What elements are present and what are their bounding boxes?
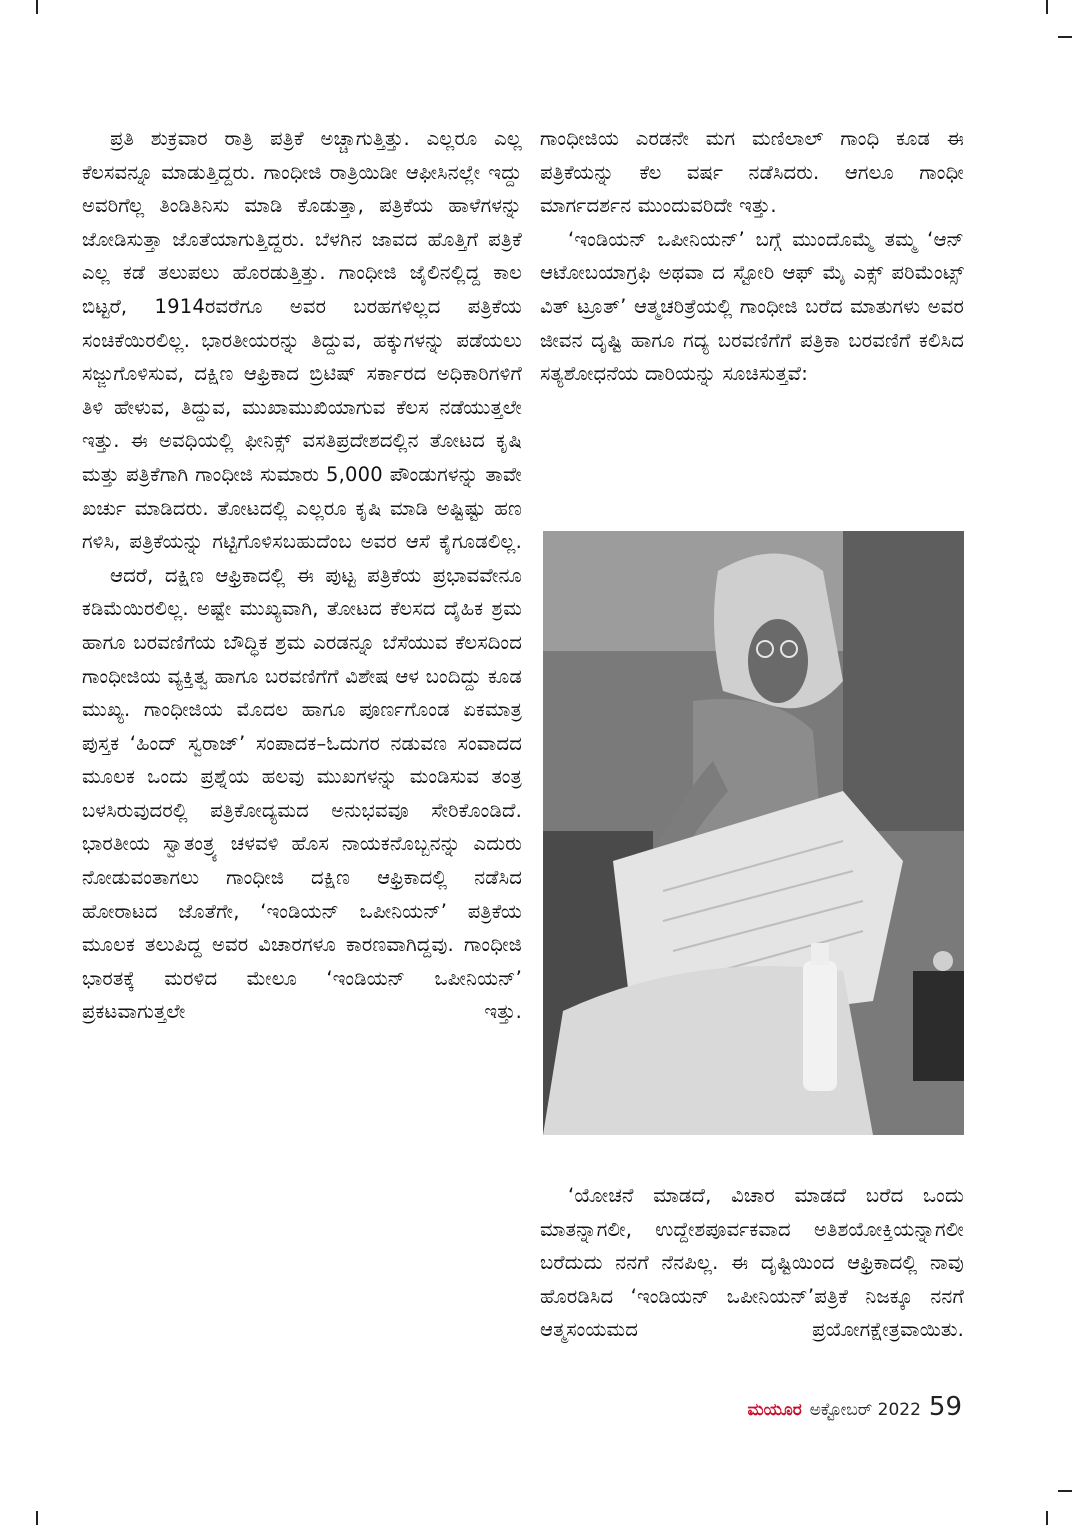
gandhi-reading-newspaper-photo <box>543 531 964 1135</box>
crop-mark-top-left <box>36 0 38 14</box>
crop-mark-right-lower <box>1058 1490 1072 1492</box>
page-number: 59 <box>928 1392 962 1422</box>
quote-block <box>540 1179 964 1347</box>
magazine-logo: ಮಯೂರ <box>747 1400 802 1420</box>
article-right-column <box>540 122 964 391</box>
crop-mark-right-upper <box>1058 36 1072 38</box>
article-paragraph: ಗಾಂಧೀಜಿಯ ಎರಡನೇ ಮಗ ಮಣಿಲಾಲ್ ಗಾಂಧಿ ಕೂಡ ಈ ಪತ್ರಿಕೆಯನ್ನು ಕೆಲ ವರ್ಷ ನಡೆಸಿದರು. ಆಗಲೂ ಗಾಂಧೀ ಮಾರ್ಗದರ್ಶನ ಮುಂದುವರಿದೇ ಇತ್ತು. <box>540 127 964 218</box>
photo-illustration <box>543 531 964 1135</box>
gandhi-quote: ‘ಯೋಚನೆ ಮಾಡದೆ, ವಿಚಾರ ಮಾಡದೆ ಬರೆದ ಒಂದು ಮಾತನ್ನಾಗಲೀ, ಉದ್ದೇಶಪೂರ್ವಕವಾದ ಅತಿಶಯೋಕ್ತಿಯನ್ನಾಗಲೀ ಬರೆದುದು ನನಗೆ ನೆನಪಿಲ್ಲ. ಈ ದೃಷ್ಟಿಯಿಂದ ಆಫ್ರಿಕಾದಲ್ಲಿ ನಾವು ಹೊರಡಿಸಿದ ‘ಇಂಡಿಯನ್ ಒಪೀನಿಯನ್’ಪತ್ರಿಕೆ ನಿಜಕ್ಕೂ ನನಗೆ ಆತ್ಮಸಂಯಮದ ಪ್ರಯೋಗಕ್ಷೇತ್ರವಾಯಿತು. <box>540 1184 964 1342</box>
article-left-column <box>82 122 522 1029</box>
article-paragraph: ಆದರೆ, ದಕ್ಷಿಣ ಆಫ್ರಿಕಾದಲ್ಲಿ ಈ ಪುಟ್ಟ ಪತ್ರಿಕೆಯ ಪ್ರಭಾವವೇನೂ ಕಡಿಮೆಯಿರಲಿಲ್ಲ. ಅಷ್ಟೇ ಮುಖ್ಯವಾಗಿ, ತೋಟದ ಕೆಲಸದ ದೈಹಿಕ ಶ್ರಮ ಹಾಗೂ ಬರವಣಿಗೆಯ ಬೌದ್ಧಿಕ ಶ್ರಮ ಎರಡನ್ನೂ ಬೆಸೆಯುವ ಕೆಲಸದಿಂದ ಗಾಂಧೀಜಿಯ ವ್ಯಕ್ತಿತ್ವ ಹಾಗೂ ಬರವಣಿಗೆಗೆ ವಿಶೇಷ ಆಳ ಬಂದಿದ್ದು ಕೂಡ ಮುಖ್ಯ. ಗಾಂಧೀಜಿಯ ಮೊದಲ ಹಾಗೂ ಪೂರ್ಣಗೊಂಡ ಏಕಮಾತ್ರ ಪುಸ್ತಕ ‘ಹಿಂದ್ ಸ್ವರಾಜ್’ ಸಂಪಾದಕ–ಓದುಗರ ನಡುವಣ ಸಂವಾದದ ಮೂಲಕ ಒಂದು ಪ್ರಶ್ನೆಯ ಹಲವು ಮುಖಗಳನ್ನು ಮಂಡಿಸುವ ತಂತ್ರ ಬಳಸಿರುವುದರಲ್ಲಿ ಪತ್ರಿಕೋದ್ಯಮದ ಅನುಭವವೂ ಸೇರಿಕೊಂಡಿದೆ. ಭಾರತೀಯ ಸ್ವಾತಂತ್ರ್ಯ ಚಳವಳಿ ಹೊಸ ನಾಯಕನೊಬ್ಬನನ್ನು ಎದುರು ನೋಡುವಂತಾಗಲು ಗಾಂಧೀಜಿ ದಕ್ಷಿಣ ಆಫ್ರಿಕಾದಲ್ಲಿ ನಡೆಸಿದ ಹೋರಾಟದ ಜೊತೆಗೇ, ‘ಇಂಡಿಯನ್ ಒಪೀನಿಯನ್’ ಪತ್ರಿಕೆಯ ಮೂಲಕ ತಲುಪಿದ್ದ ಅವರ ವಿಚಾರಗಳೂ ಕಾರಣವಾಗಿದ್ದವು. ಗಾಂಧೀಜಿ ಭಾರತಕ್ಕೆ ಮರಳಿದ ಮೇಲೂ ‘ಇಂಡಿಯನ್ ಒಪೀನಿಯನ್’ ಪ್ರಕಟವಾಗುತ್ತಲೇ ಇತ್ತು. <box>82 563 522 1024</box>
article-paragraph: ಪ್ರತಿ ಶುಕ್ರವಾರ ರಾತ್ರಿ ಪತ್ರಿಕೆ ಅಚ್ಚಾಗುತ್ತಿತ್ತು. ಎಲ್ಲರೂ ಎಲ್ಲ ಕೆಲಸವನ್ನೂ ಮಾಡುತ್ತಿದ್ದರು. ಗಾಂಧೀಜಿ ರಾತ್ರಿಯಿಡೀ ಆಫೀಸಿನಲ್ಲೇ ಇದ್ದು ಅವರಿಗೆಲ್ಲ ತಿಂಡಿತಿನಿಸು ಮಾಡಿ ಕೊಡುತ್ತಾ, ಪತ್ರಿಕೆಯ ಹಾಳೆಗಳನ್ನು ಜೋಡಿಸುತ್ತಾ ಜೊತೆಯಾಗುತ್ತಿದ್ದರು. ಬೆಳಗಿನ ಜಾವದ ಹೊತ್ತಿಗೆ ಪತ್ರಿಕೆ ಎಲ್ಲ ಕಡೆ ತಲುಪಲು ಹೊರಡುತ್ತಿತ್ತು. ಗಾಂಧೀಜಿ ಜೈಲಿನಲ್ಲಿದ್ದ ಕಾಲ ಬಿಟ್ಟರೆ, 1914ರವರೆಗೂ ಅವರ ಬರಹಗಳಿಲ್ಲದ ಪತ್ರಿಕೆಯ ಸಂಚಿಕೆಯಿರಲಿಲ್ಲ. ಭಾರತೀಯರನ್ನು ತಿದ್ದುವ, ಹಕ್ಕುಗಳನ್ನು ಪಡೆಯಲು ಸಜ್ಜುಗೊಳಿಸುವ, ದಕ್ಷಿಣ ಆಫ್ರಿಕಾದ ಬ್ರಿಟಿಷ್ ಸರ್ಕಾರದ ಅಧಿಕಾರಿಗಳಿಗೆ ತಿಳಿ ಹೇಳುವ, ತಿದ್ದುವ, ಮುಖಾಮುಖಿಯಾಗುವ ಕೆಲಸ ನಡೆಯುತ್ತಲೇ ಇತ್ತು. ಈ ಅವಧಿಯಲ್ಲಿ ಫೀನಿಕ್ಸ್ ವಸತಿಪ್ರದೇಶದಲ್ಲಿನ ತೋಟದ ಕೃಷಿ ಮತ್ತು ಪತ್ರಿಕೆಗಾಗಿ ಗಾಂಧೀಜಿ ಸುಮಾರು 5,000 ಪೌಂಡುಗಳನ್ನು ತಾವೇ ಖರ್ಚು ಮಾಡಿದರು. ತೋಟದಲ್ಲಿ ಎಲ್ಲರೂ ಕೃಷಿ ಮಾಡಿ ಅಷ್ಟಿಷ್ಟು ಹಣ ಗಳಿಸಿ, ಪತ್ರಿಕೆಯನ್ನು ಗಟ್ಟಿಗೊಳಿಸಬಹುದೆಂಬ ಅವರ ಆಸೆ ಕೈಗೂಡಲಿಲ್ಲ. <box>82 127 522 554</box>
issue-date: ಅಕ್ಟೋಬರ್ 2022 <box>809 1400 921 1420</box>
article-paragraph: ‘ಇಂಡಿಯನ್ ಒಪೀನಿಯನ್’ ಬಗ್ಗೆ ಮುಂದೊಮ್ಮೆ ತಮ್ಮ ‘ಆನ್ ಆಟೋಬಯಾಗ್ರಫಿ ಅಥವಾ ದ ಸ್ಟೋರಿ ಆಫ್ ಮೈ ಎಕ್ಸ್ ಪರಿಮೆಂಟ್ಸ್ ವಿತ್ ಟ್ರೂತ್’ ಆತ್ಮಚರಿತ್ರೆಯಲ್ಲಿ ಗಾಂಧೀಜಿ ಬರೆದ ಮಾತುಗಳು ಅವರ ಜೀವನ ದೃಷ್ಟಿ ಹಾಗೂ ಗದ್ಯ ಬರವಣಿಗೆಗೆ ಪತ್ರಿಕಾ ಬರವಣಿಗೆ ಕಲಿಸಿದ ಸತ್ಯಶೋಧನೆಯ ದಾರಿಯನ್ನು ಸೂಚಿಸುತ್ತವೆ: <box>540 227 964 386</box>
crop-mark-top-right <box>1046 0 1048 14</box>
crop-mark-bottom-left <box>36 1511 38 1525</box>
page-footer <box>748 1392 963 1422</box>
crop-mark-bottom-right <box>1046 1511 1048 1525</box>
